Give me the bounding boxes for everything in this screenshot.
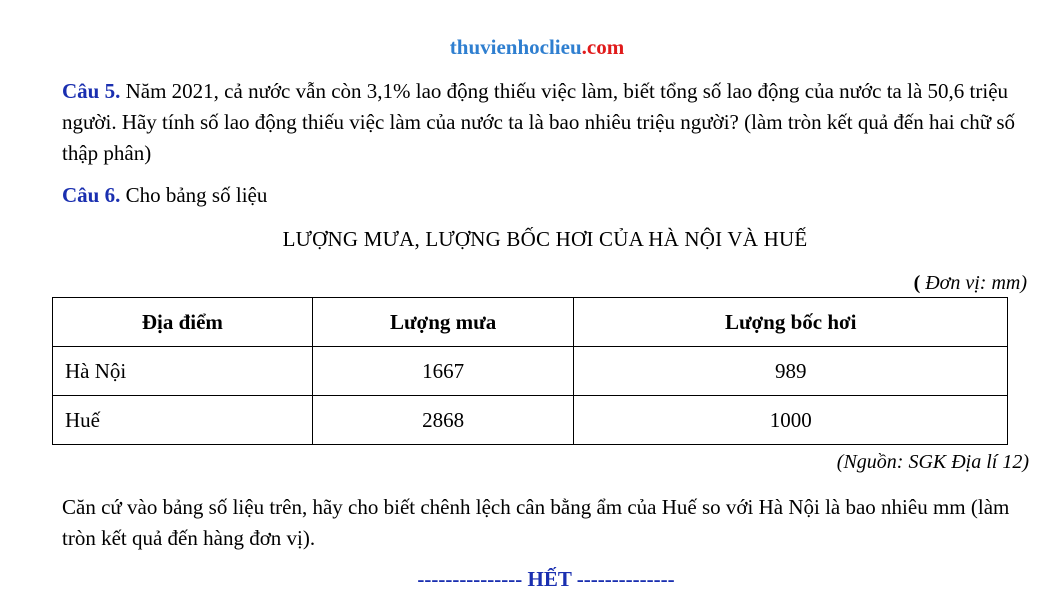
question-6-intro: Cho bảng số liệu: [120, 183, 268, 207]
table-title: LƯỢNG MƯA, LƯỢNG BỐC HƠI CỦA HÀ NỘI VÀ HUẾ: [282, 227, 808, 251]
question-6: [62, 180, 1030, 211]
header-evaporation: Lượng bốc hơi: [574, 298, 1008, 347]
site-header: [0, 35, 1051, 60]
table-row: [53, 347, 1008, 396]
question-5-text: Năm 2021, cả nước vẫn còn 3,1% lao động thiếu việc làm, biết tổng số lao động của nước ta là 50,6 triệu người. Hãy tính số lao động thiếu việc làm của nước ta là bao nhiêu triệu người? (làm tròn kết quả đến hai chữ số thập phân): [62, 79, 1016, 165]
cell-rainfall: 1667: [312, 347, 574, 396]
header-rainfall: Lượng mưa: [312, 298, 574, 347]
table-row: [53, 396, 1008, 445]
question-5: [62, 76, 1030, 169]
unit-text: Đơn vị: mm): [920, 272, 1027, 294]
question-6-label: Câu 6.: [62, 183, 121, 207]
header-location: Địa điểm: [53, 298, 313, 347]
data-table: [52, 297, 1008, 445]
site-domain: .com: [581, 35, 625, 59]
unit-paren: (: [913, 272, 921, 294]
site-name: thuvienhoclieu: [449, 35, 582, 59]
cell-evaporation: 989: [574, 347, 1008, 396]
question-6-body: Căn cứ vào bảng số liệu trên, hãy cho biết chênh lệch cân bằng ẩm của Huế so với Hà Nội là bao nhiêu mm (làm tròn kết quả đến hàng đơn vị).: [62, 495, 1010, 550]
table-unit: [914, 272, 1027, 295]
table-header-row: [53, 298, 1008, 347]
cell-evaporation: 1000: [574, 396, 1008, 445]
cell-location: Huế: [53, 396, 313, 445]
question-5-label: Câu 5.: [62, 79, 121, 103]
cell-rainfall: 2868: [312, 396, 574, 445]
end-marker: --------------- HẾT --------------: [417, 567, 675, 591]
cell-location: Hà Nội: [53, 347, 313, 396]
table-source: (Nguồn: SGK Địa lí 12): [836, 451, 1029, 473]
